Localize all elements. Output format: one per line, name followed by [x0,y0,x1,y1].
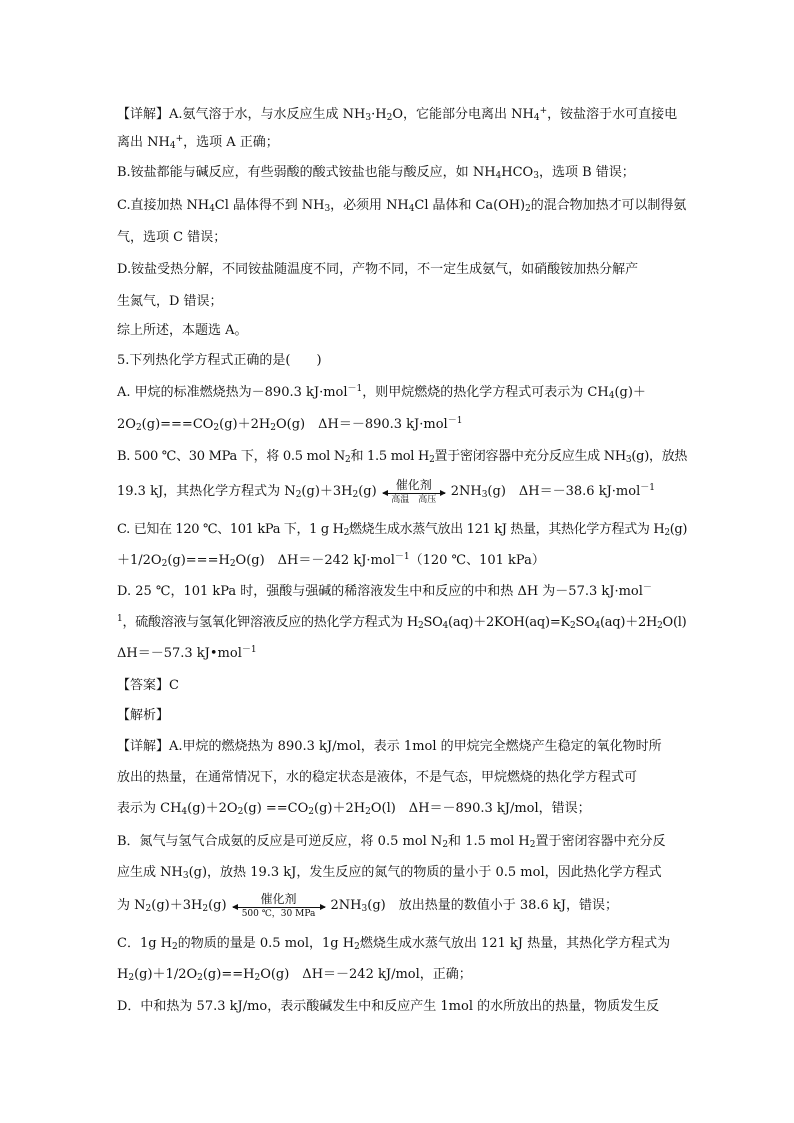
option-d: D. 25 ℃，101 kPa 时，强酸与强碱的稀溶液发生中和反应的中和热 ΔH 为－57.3 kJ·mol－ [117,583,652,599]
text-line: 【详解】A.氨气溶于水，与水反应生成 $NH_3\cdot H_2O$，它能部分电离出 $NH_4^+$，铵盐溶于水可直接电 [117,106,678,123]
text-line: ΔH＝－57.3 kJ•mol$^{-1}$ [117,645,257,661]
text-line: $+1/2O_2(g)===H_2O(g)$ ΔH＝－242 kJ·mol$^{-1}$（120 ℃、101 kPa） [117,552,545,569]
text-line: B.铵盐都能与碱反应，有些弱酸的酸式铵盐也能与酸反应，如 $NH_4HCO_3$，选项 B 错误； [117,165,635,181]
text-line: D.铵盐受热分解，不同铵盐随温度不同，产物不同，不一定生成氨气，如硝酸铵加热分解产 [117,262,639,277]
reversible-reaction-arrow: 催化剂 500 ℃，30 MPa [233,893,325,919]
option-b: B. 500 ℃、30 MPa 下，将 0.5 mol $N_2$和 1.5 mol $H_2$置于密闭容器中充分反应生成 $NH_3(g)$，放热 [117,449,688,465]
section-tag: 【详解】 [117,107,170,122]
text-line: 为 $N_2(g)+3H_2(g)$ 催化剂 500 ℃，30 MPa $2NH_3(g)$ 放出热量的数值小于 38.6 kJ，错误； [117,891,619,919]
text-line: 生氮气，D 错误； [117,294,223,309]
text-line: $H_2(g)+1/2O_2(g)==H_2O(g)$ ΔH＝－242 kJ/mol，正确； [117,967,472,983]
answer-heading: 【答案】C [117,678,179,693]
text-line: 19.3 kJ，其热化学方程式为 $N_2(g)+3H_2(g)$ 催化剂 高温 高压 $2NH_3(g)$ ΔH＝－38.6 kJ·mol$^{-1}$ [117,477,655,505]
text-line: 表示为 $CH_4(g)+2O_2(g) ==CO_2(g)+2H_2O(l)$ ΔH＝－890.3 kJ/mol，错误； [117,801,591,817]
section-tag: 【详解】 [117,739,170,754]
text-line: 气，选项 C 错误； [117,230,227,245]
text-line: $2O_2(g)===CO_2(g)+2H_2O(g)$ ΔH＝－890.3 kJ·mol$^{-1}$ [117,416,463,433]
text-line: 综上所述，本题选 A。 [117,323,248,338]
text-line: 放出的热量，在通常情况下，水的稳定状态是液体，不是气态，甲烷燃烧的热化学方程式可 [117,770,638,785]
text-line: B．氮气与氢气合成氨的反应是可逆反应，将 0.5 mol $N_2$和 1.5 mol $H_2$置于密闭容器中充分反 [117,834,666,850]
option-c: C. 已知在 120 ℃、101 kPa 下，1 g $H_2$燃烧生成水蒸气放出 121 kJ 热量，其热化学方程式为 $H_2(g)$ [117,522,688,538]
text-line: C.直接加热 $NH_4Cl$ 晶体得不到 $NH_3$，必须用 $NH_4Cl$ 晶体和 $Ca(OH)_2$的混合物加热才可以制得氨 [117,198,687,214]
text-line: C．1g $H_2$的物质的量是 0.5 mol，1g $H_2$燃烧生成水蒸气放出 121 kJ 热量，其热化学方程式为 [117,936,671,952]
reaction-arrow: 催化剂 高温 高压 [383,479,445,505]
text-line: D．中和热为 57.3 kJ/mo，表示酸碱发生中和反应产生 1mol 的水所放出的热量，物质发生反 [117,999,660,1014]
text-line: 应生成 $NH_3(g)$，放热 19.3 kJ，发生反应的氮气的物质的量小于 0.5 mol，因此热化学方程式 [117,865,662,881]
text-line: 离出 $NH_4^+$，选项 A 正确； [117,134,279,151]
analysis-heading: 【解析】 [117,708,170,723]
option-a: A. 甲烷的标准燃烧热为－890.3 kJ·mol$^{-1}$，则甲烷燃烧的热化学方程式可表示为 $CH_4(g)+$ [117,384,646,401]
text-line: 【详解】A.甲烷的燃烧热为 890.3 kJ/mol，表示 1mol 的甲烷完全燃烧产生稳定的氧化物时所 [117,739,662,754]
text-line: $^1$，硫酸溶液与氢氧化钾溶液反应的热化学方程式为 $H_2SO_4(aq)+2KOH(aq)=K_2SO_4(aq)+2H_2O(l)$ [117,614,687,631]
question-title: 5.下列热化学方程式正确的是( ) [117,353,322,368]
